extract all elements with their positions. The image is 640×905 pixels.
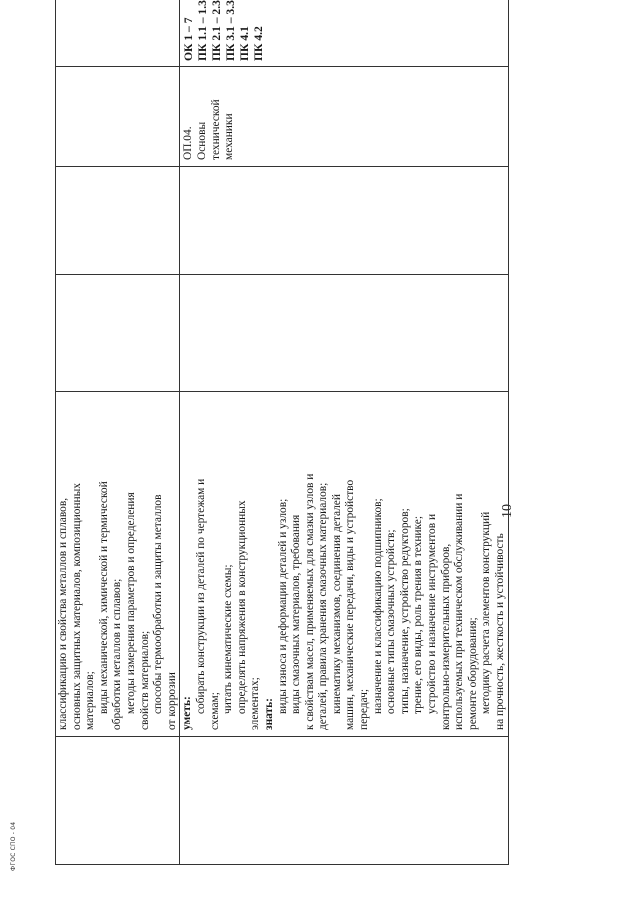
text-line: назначение и классификацию подшипников; (371, 498, 384, 714)
index-cell (180, 737, 508, 865)
text-line: способы термообработки и защиты металлов (152, 494, 165, 714)
requirements-cell (56, 392, 180, 737)
text-line: методику расчета элементов конструкций (480, 511, 493, 714)
hours-cell (56, 275, 180, 392)
text-line: материалов; (84, 671, 97, 730)
text-line: устройство и назначение инструментов и (426, 513, 439, 714)
table-row (56, 0, 180, 865)
hours-cell (180, 275, 508, 392)
text-line: схемам; (208, 692, 221, 730)
text-line: основных защитных материалов, композиционных (70, 483, 83, 730)
discipline-name: Основы технической механики (195, 99, 236, 160)
curriculum-table (55, 0, 509, 865)
table-row (180, 0, 508, 865)
hours-cell (56, 167, 180, 275)
footer-mark: ФГОС СПО - 04 (10, 821, 17, 871)
text-line: виды износа и деформации деталей и узлов; (276, 498, 289, 714)
page-number: 10 (500, 504, 515, 518)
text-line: к свойствам масел, применяемых для смазки узлов и (303, 473, 316, 730)
index-cell (56, 737, 180, 865)
text-line: ремонте оборудования; (466, 617, 479, 730)
text-line: используемых при техническом обслуживании и (453, 493, 466, 730)
competencies-cell (56, 0, 180, 67)
rotated-page (55, 0, 595, 865)
text-line: кинематику механизмов, соединения деталей (330, 494, 343, 714)
text-line: методы измерения параметров и определения (124, 492, 137, 714)
hours-cell (180, 167, 508, 275)
text-line: от коррозии (165, 672, 178, 730)
text-line: элементах; (249, 677, 262, 730)
competency-code: ПК 2.1 – 2.3 (210, 0, 224, 61)
text-line: виды смазочных материалов, требования (290, 514, 303, 714)
text-line: читать кинематические схемы; (222, 564, 235, 714)
discipline-cell (56, 67, 180, 167)
skills-label: уметь: (181, 696, 194, 730)
competencies-cell (180, 0, 508, 67)
competency-code: ПК 3.1 – 3.3 (224, 0, 238, 61)
text-line: машин, механические передачи, виды и устройство (344, 479, 357, 730)
competency-code: ОК 1 – 7 (182, 17, 196, 61)
text-line: классификацию и свойства металлов и сплавов, (57, 497, 69, 730)
text-line: деталей, правила хранения смазочных материалов; (317, 482, 330, 730)
text-line: основные типы смазочных устройств; (385, 529, 398, 714)
knowledge-label: знать: (262, 698, 275, 730)
competency-code: ПК 4.1 (238, 26, 252, 61)
competency-code: ПК 1.1 – 1.3 (196, 0, 210, 61)
discipline-code: ОП.04. (182, 126, 195, 160)
text-line: свойств материалов; (138, 630, 151, 730)
text-line: определять напряжения в конструкционных (235, 500, 248, 714)
text-line: типы, назначение, устройство редукторов; (398, 508, 411, 714)
discipline-cell (180, 67, 508, 167)
text-line: виды механической, химической и термической (97, 481, 110, 714)
text-line: контрольно-измерительных приборов, (439, 543, 452, 730)
text-line: на прочность, жесткость и устойчивость (494, 533, 506, 730)
competency-code: ПК 4.2 (252, 26, 266, 61)
text-line: передач; (358, 688, 371, 730)
text-line: обработки металлов и сплавов; (111, 578, 124, 730)
requirements-cell (180, 392, 508, 737)
text-line: собирать конструкции из деталей по чертежам и (194, 478, 207, 714)
text-line: трение, его виды, роль трения в технике; (412, 516, 425, 714)
